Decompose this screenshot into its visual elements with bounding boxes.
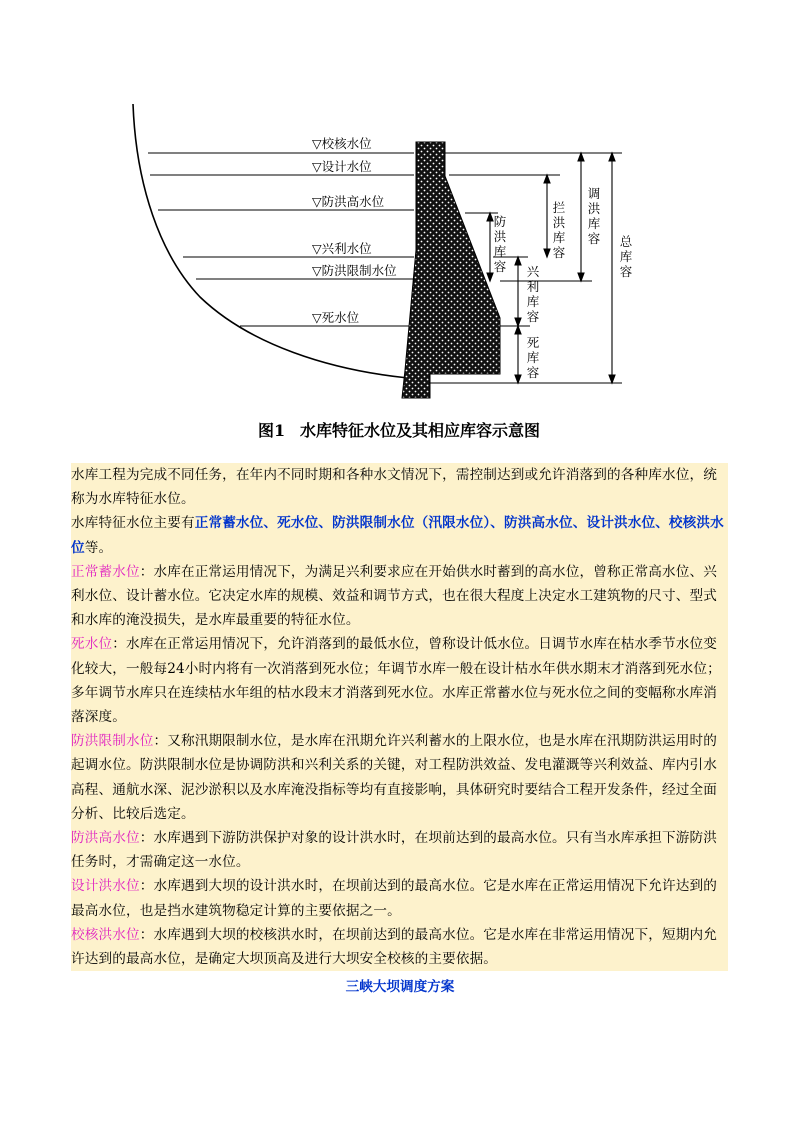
main-levels-suffix: 等。 (84, 539, 113, 556)
svg-text:库: 库 (526, 350, 540, 365)
def-body: ：水库在正常运用情况下，允许消落到的最低水位，曾称设计低水位。日调节水库在枯水季节水位变化较大，一般每24小时内将有一次消落到死水位；年调节水库一般在设计枯水年供水期末才消落到死水位；多年调节水库只在连续枯水年组的枯水段末才消落到死水位。水库正常蓄水位与死水位之间的变幅称水库消落深度。 (71, 636, 721, 726)
reservoir-diagram (0, 0, 800, 450)
label-dead-level: ▽死水位 (312, 310, 360, 325)
main-levels-terms: 正常蓄水位、死水位、防洪限制水位（汛限水位）、防洪高水位、设计洪水位、校核洪水位 (71, 515, 724, 556)
svg-text:库: 库 (552, 230, 566, 245)
svg-text:容: 容 (493, 259, 507, 274)
def-flood-high-level (71, 826, 728, 874)
svg-text:兴: 兴 (526, 264, 540, 279)
svg-text:库: 库 (587, 216, 601, 231)
svg-text:总: 总 (619, 234, 633, 249)
svg-text:容: 容 (526, 365, 540, 380)
label-design-level: ▽设计水位 (312, 159, 372, 174)
svg-text:库: 库 (526, 294, 540, 309)
svg-text:调: 调 (587, 186, 601, 201)
def-check-level (71, 923, 728, 971)
figure-caption-text: 水库特征水位及其相应库容示意图 (300, 421, 541, 440)
term-flood-limit-level: 防洪限制水位 (71, 733, 154, 750)
intro-paragraph: 水库工程为完成不同任务，在年内不同时期和各种水文情况下，需控制达到或允许消落到的各种库水位，统称为水库特征水位。 (71, 467, 717, 508)
label-flood-high-level: ▽防洪高水位 (312, 194, 385, 209)
svg-text:拦: 拦 (552, 200, 566, 215)
def-flood-limit-level (71, 729, 728, 826)
svg-text:容: 容 (619, 264, 633, 279)
def-normal-level (71, 560, 728, 633)
svg-text:容: 容 (552, 245, 566, 260)
svg-text:容: 容 (587, 231, 601, 246)
svg-text:库: 库 (493, 244, 507, 259)
label-flood-limit-level: ▽防洪限制水位 (312, 263, 397, 278)
def-body: ：又称汛期限制水位，是水库在汛期允许兴利蓄水的上限水位，也是水库在汛期防洪运用时的起调水位。防洪限制水位是协调防洪和兴利关系的关键，对工程防洪效益、发电灌溉等兴利效益、库内引水高程、通航水深、泥沙淤积以及水库淹没指标等均有直接影响，具体研究时要结合工程开发条件，经过全面分析、比较后选定。 (71, 733, 717, 822)
svg-text:洪: 洪 (587, 201, 601, 216)
term-normal-level: 正常蓄水位 (71, 563, 140, 580)
label-flood-control-capacity (494, 214, 507, 274)
three-gorges-plan-link[interactable]: 三峡大坝调度方案 (345, 979, 455, 995)
def-body: ：水库在正常运用情况下，为满足兴利要求应在开始供水时蓄到的高水位，曾称正常高水位、兴利水位、设计蓄水位。它决定水库的规模、效益和调节方式，也在很大程度上决定水工建筑物的尺寸、型式和水库的淹没损失，是水库最重要的特征水位。 (71, 563, 717, 629)
svg-text:洪: 洪 (493, 229, 507, 244)
svg-text:死: 死 (526, 335, 540, 350)
def-design-level (71, 874, 728, 922)
term-design-level: 设计洪水位 (71, 878, 140, 895)
svg-text:防: 防 (493, 214, 507, 229)
term-dead-level: 死水位 (71, 636, 113, 653)
svg-text:洪: 洪 (552, 215, 566, 230)
label-total-capacity (620, 234, 633, 279)
water-level-text-block (71, 463, 728, 971)
def-body: ：水库遇到下游防洪保护对象的设计洪水时，在坝前达到的最高水位。只有当水库承担下游防洪任务时，才需确定这一水位。 (71, 830, 717, 871)
main-levels-prefix: 水库特征水位主要有 (71, 515, 195, 532)
water-level-lines (148, 153, 414, 326)
level-labels (312, 136, 397, 325)
term-check-level: 校核洪水位 (71, 926, 140, 943)
main-levels-paragraph (71, 511, 728, 559)
svg-text:容: 容 (526, 309, 540, 324)
def-dead-level (71, 632, 728, 729)
figure-caption-number: 图1 (258, 421, 286, 440)
svg-text:利: 利 (526, 279, 540, 294)
label-dead-capacity (527, 335, 540, 380)
label-flood-detention-capacity (553, 200, 566, 260)
term-flood-high-level: 防洪高水位 (71, 830, 140, 847)
def-body: ：水库遇到大坝的设计洪水时，在坝前达到的最高水位。它是水库在正常运用情况下允许达到的最高水位，也是挡水建筑物稳定计算的主要依据之一。 (71, 878, 717, 919)
dam-body (402, 142, 500, 398)
svg-text:库: 库 (619, 249, 633, 264)
label-flood-regulation-capacity (588, 186, 601, 246)
def-body: ：水库遇到大坝的校核洪水时，在坝前达到的最高水位。它是水库在非常运用情况下，短期内允许达到的最高水位，是确定大坝顶高及进行大坝安全校核的主要依据。 (71, 926, 717, 968)
label-normal-level: ▽兴利水位 (312, 241, 372, 256)
label-beneficial-capacity (527, 264, 540, 324)
label-check-level: ▽校核水位 (312, 136, 372, 151)
